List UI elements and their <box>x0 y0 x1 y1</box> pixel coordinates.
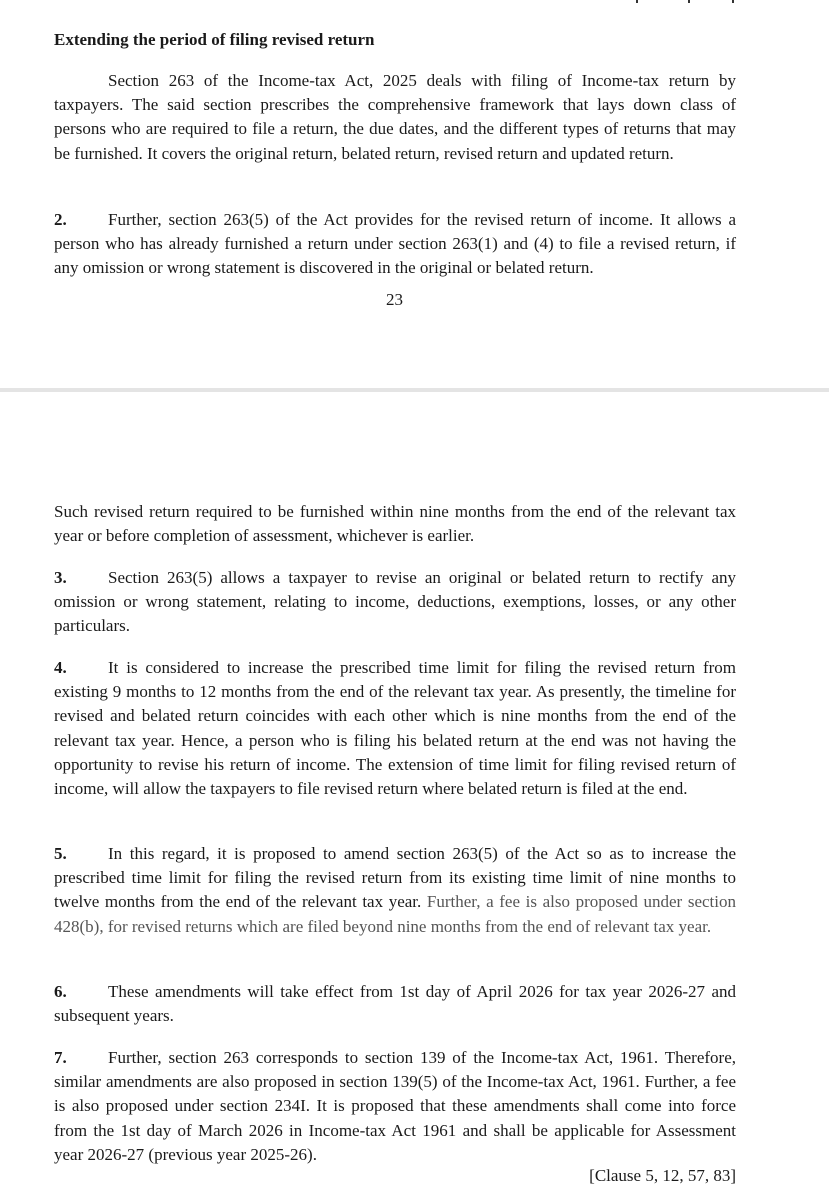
page-edge-marks <box>620 0 740 4</box>
clause-reference: [Clause 5, 12, 57, 83] <box>589 1166 736 1185</box>
intro-paragraph: Section 263 of the Income-tax Act, 2025 deals with filing of Income-tax return by taxpayers. The said section prescribes the comprehensive framework that lays down class of persons who are required to file a return, the due dates, and the different types of returns that may be furnished. It covers the original return, belated return, revised return and updated return. <box>54 71 736 163</box>
paragraph-5-fee-note: Further, a fee is also proposed under section 428(b), for revised returns which are filed beyond nine months from the end of relevant tax year. <box>54 892 736 936</box>
paragraph-4-number: 4. <box>54 658 67 677</box>
paragraph-6-number: 6. <box>54 982 67 1001</box>
paragraph-2-text: Further, section 263(5) of the Act provides for the revised return of income. It allows a person who has already furnished a return under section 263(1) and (4) to file a revised return, if any omission or wrong statement is discovered in the original or belated return. <box>54 210 736 278</box>
paragraph-3-text: Section 263(5) allows a taxpayer to revise an original or belated return to rectify any omission or wrong statement, relating to income, deductions, exemptions, losses, or any other particulars. <box>54 568 736 636</box>
page-number: 23 <box>386 290 403 309</box>
paragraph-3-number: 3. <box>54 568 67 587</box>
page-23 <box>0 0 829 390</box>
paragraph-6 <box>54 980 736 1028</box>
paragraph-2-continuation: Such revised return required to be furnished within nine months from the end of the relevant tax year or before completion of assessment, whichever is earlier. <box>54 502 736 546</box>
paragraph-5-number: 5. <box>54 844 67 863</box>
paragraph-2-number: 2. <box>54 210 67 229</box>
page-24 <box>0 392 829 1200</box>
paragraph-7-text: Further, section 263 corresponds to section 139 of the Income-tax Act, 1961. Therefore, similar amendments are also proposed in section 139(5) of the Income-tax Act, 1961. Further, a fee is also proposed under section 234I. It is proposed that these amendments shall come into force from the 1st day of March 2026 in Income-tax Act 1961 and shall be applicable for Assessment year 2026-27 (previous year 2025-26). <box>54 1048 736 1164</box>
paragraph-7-number: 7. <box>54 1048 67 1067</box>
paragraph-5-text: In this regard, it is proposed to amend section 263(5) of the Act so as to increase the prescribed time limit for filing the revised return from its existing time limit of nine months to twelve months from the end of the relevant tax year. <box>54 844 736 912</box>
paragraph-5 <box>54 842 736 939</box>
paragraph-7 <box>54 1046 736 1167</box>
section-heading: Extending the period of filing revised return <box>54 30 375 49</box>
paragraph-2 <box>54 208 736 281</box>
paragraph-3 <box>54 566 736 639</box>
paragraph-6-text: These amendments will take effect from 1st day of April 2026 for tax year 2026-27 and subsequent years. <box>54 982 736 1026</box>
paragraph-4-text: It is considered to increase the prescribed time limit for filing the revised return from existing 9 months to 12 months from the end of the relevant tax year. As presently, the timeline for revised and belated return coincides with each other which is nine months from the end of the relevant tax year. Hence, a person who is filing his belated return at the end was not having the opportunity to revise his return of income. The extension of time limit for filing revised return of income, will allow the taxpayers to file revised return where belated return is filed at the end. <box>54 658 736 799</box>
paragraph-4 <box>54 656 736 801</box>
